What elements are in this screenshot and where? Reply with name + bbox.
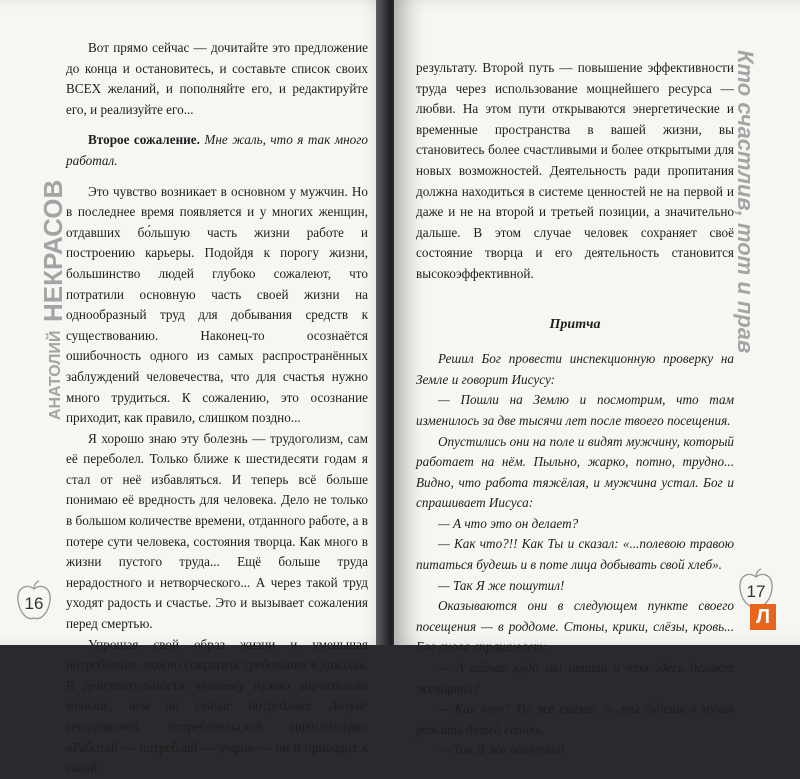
parable-line: — Как что? Ты же сказал: «...ты будешь в муках рожать детей своих». [416, 701, 734, 737]
regret-quote: Мне жаль, что я так много работал. [66, 132, 368, 168]
parable-line: — Так Я же пошутил! [438, 742, 565, 758]
left-body-text [66, 38, 368, 779]
book-title: Кто счастлив, тот и прав [733, 50, 758, 354]
page-number: 16 [24, 594, 44, 613]
parable-line: — Пошли на Землю и посмотрим, что там изменилось за две тысячи лет после твоего посещения. [416, 392, 734, 428]
paragraph: результату. Второй путь — повышение эффективности труда через использование мощнейшего ресурса — любви. На этом пути открываются энергетические и временные пространства в вашей жизни, вы становитесь более счастливыми и более открытыми для новых возможностей. Деятельность ради пропитания должна находиться в системе ценностей не на первой и даже и не на второй и третьей позиции, а значительно дальше. В этом случае человек сохраняет своё состояние творца и его деятельность становится высокоэффективной. [416, 60, 734, 281]
paragraph: Я хорошо знаю эту болезнь — трудоголизм, сам её переболел. Только ближе к шестидесяти годам я стал от неё избавляться. И теперь всё больше понимаю её вредность для человека. Дело не только в большом количестве времени, отданного работе, а в потере сути человека, состояния творца. Как много в жизни пустого труда... Ещё больше труда нерадостного и нетворческого... А через такой труд уходят радость и счастье. Это и вызывает сожаления перед смертью. [66, 430, 368, 632]
paragraph: Упрощая свой образ жизни и уменьшая потребление, можно сократить требования в доходах. В действительности человеку нужно значительно меньше, чем он сейчас потребляет. Лозунг сегодняшней потребительской цивилизации: «Работай — потребляй — умри» — он и приводит к такой [66, 636, 368, 776]
parable-line: — А сейчас куда мы попали и что здесь делают женщины? [416, 660, 734, 696]
parable-line: — А что это он делает? [438, 515, 579, 531]
parable-line: Опустились они на поле и видят мужчину, который работает на нём. Пыльно, жарко, потно, трудно... Видно, что работа тяжёлая, и мужчина устал. Бог и спрашивает Иисуса: [416, 433, 734, 511]
regret-heading: Второе сожаление. [88, 132, 200, 148]
author-first-name: АНАТОЛИЙ [47, 330, 64, 420]
parable-line: — Так Я же пошутил! [438, 577, 565, 593]
right-body-text [416, 58, 734, 761]
paragraph: Это чувство возникает в основном у мужчин. Но в последнее время появляется и у многих женщин, отдавших бо́льшую часть жизни работе и построению карьеры. Подойдя к порогу жизни, большинство людей глубоко сожалеют, что потратили основную часть своей жизни на однообразный труд для добывания средств к существованию. Наконец-то осознаётся ошибочность одного из самых распространённых заблуждений человечества, что для счастья нужно много трудиться. К сожалению, это осознание приходит, как правило, слишком поздно... [66, 183, 368, 426]
page-number: 17 [746, 582, 766, 601]
paragraph: Вот прямо сейчас — дочитайте это предложение до конца и остановитесь, и составьте список своих ВСЕХ желаний, и пополняйте его, и редактируйте его, и реализуйте его... [66, 40, 368, 117]
watermark-logo: Л [750, 604, 776, 630]
parable-line: Решил Бог провести инспекционную проверку на Земле и говорит Иисусу: [416, 351, 734, 387]
right-running-head [732, 50, 758, 353]
left-running-head [36, 0, 68, 420]
parable-title: Притча [549, 316, 601, 332]
author-last-name: НЕКРАСОВ [38, 179, 68, 323]
parable-text [416, 349, 734, 761]
parable-line: Оказываются они в следующем пункте своего посещения — в роддоме. Стоны, крики, слёзы, кровь... Бог снова спрашивает: [416, 598, 734, 655]
regret-heading-paragraph [66, 130, 368, 171]
left-page [0, 0, 392, 776]
parable-line: — Как что?!! Как Ты и сказал: «...полевою травою питаться будешь и в поте лица добывать свой хлеб». [416, 536, 734, 573]
left-page-folio [14, 580, 54, 624]
